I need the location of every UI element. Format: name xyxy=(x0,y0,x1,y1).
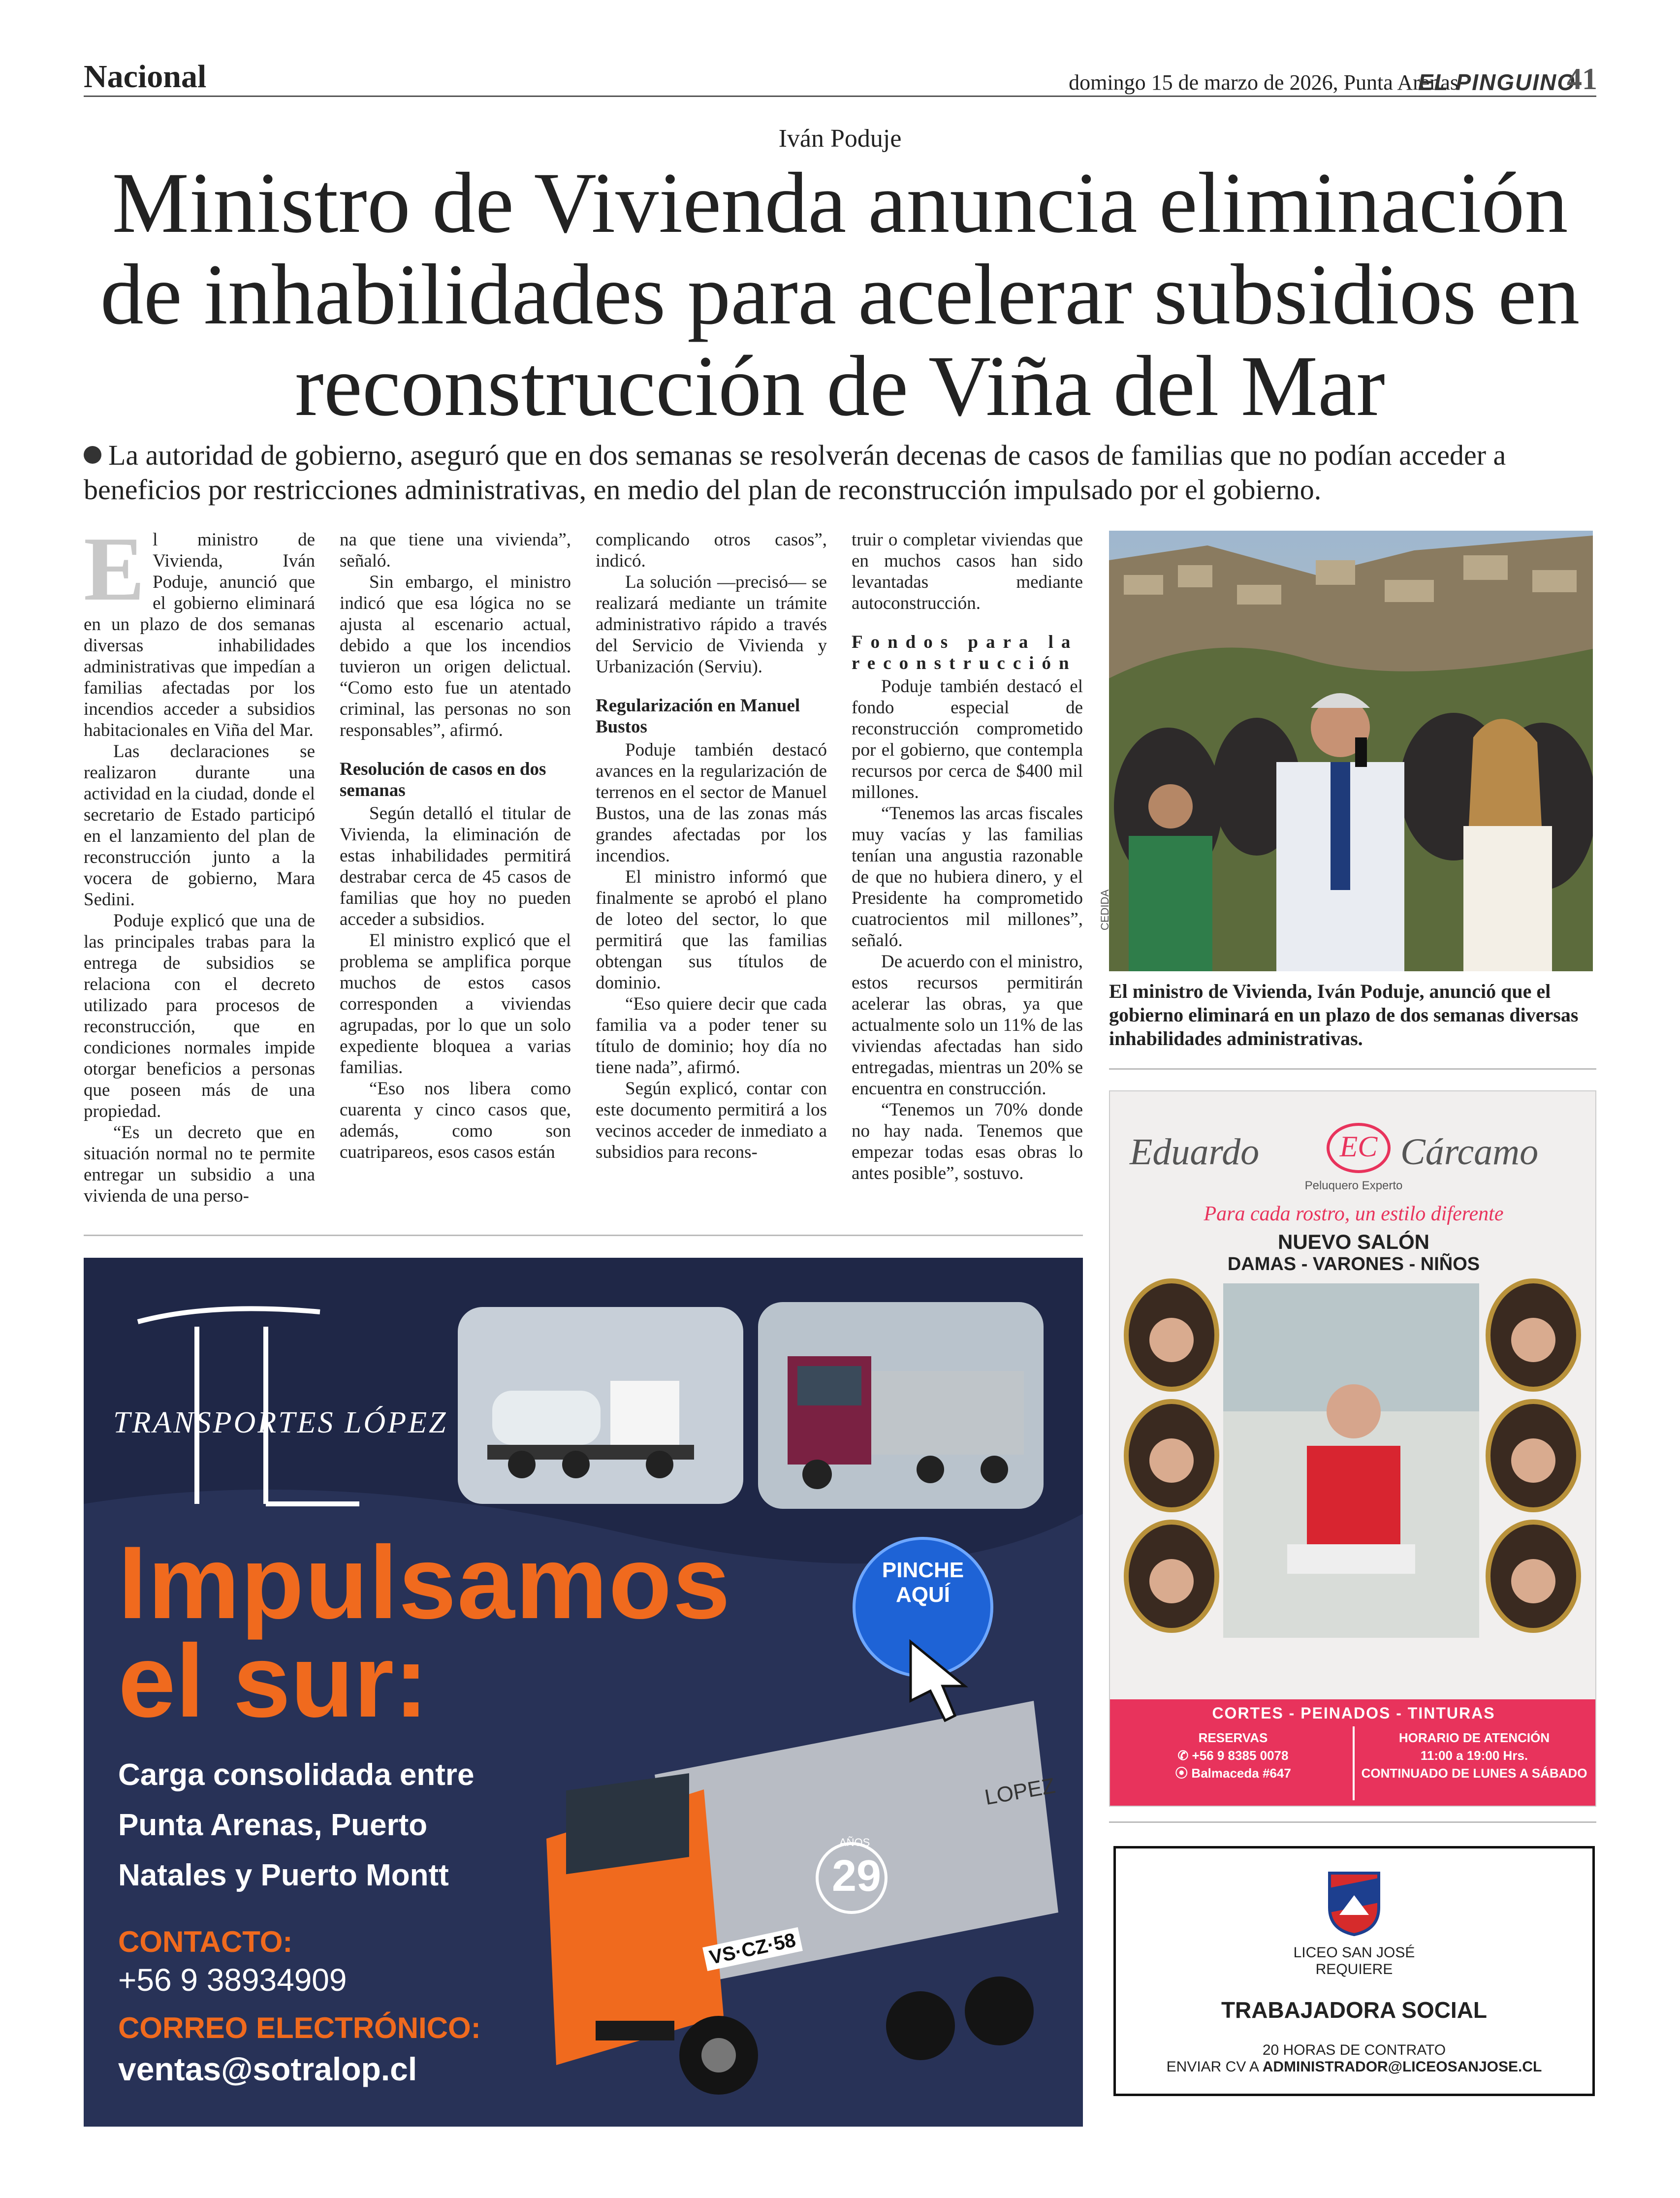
ad-body-line: Carga consolidada entre xyxy=(118,1758,475,1792)
ad-headline-1: Impulsamos xyxy=(118,1525,731,1640)
paragraph: Sin embargo, el ministro indicó que esa lógica no se ajusta al escenario actual, debido a que los incendios tuvieron un origen delictual. “Como esto fue un atentado criminal, las personas no son responsables”, afirmó. xyxy=(340,572,571,740)
salon-monogram: EC xyxy=(1339,1130,1378,1163)
salon-headline: NUEVO SALÓN xyxy=(1277,1230,1430,1253)
salon-title: Peluquero Experto xyxy=(1304,1179,1403,1192)
paragraph: Según detalló el titular de Vivienda, la eliminación de estas inhabilidades permitirá destrabar cerca de 45 casos de familias que hoy no pueden acceder a subsidios. xyxy=(340,803,571,929)
ad-body-line: Natales y Puerto Montt xyxy=(118,1858,449,1892)
paragraph: Poduje también destacó el fondo especial de reconstrucción comprometido por el gobierno, que contempla recursos por cerca de $400 mil millones. xyxy=(852,676,1083,802)
sidebar-divider xyxy=(1109,1068,1596,1070)
paragraph: “Es un decreto que en situación normal no te permite entregar un subsidio a una vivienda de una perso- xyxy=(84,1122,315,1206)
article-column-3 xyxy=(596,529,827,1163)
transport-advertisement[interactable] xyxy=(84,1258,1083,2127)
subheading: Regularización en Manuel Bustos xyxy=(596,696,800,737)
paragraph: La solución —precisó— se realizará mediante un trámite administrativo rápido a través del Servicio de Vivienda y Urbanización (Serviu). xyxy=(596,572,827,677)
article-deck xyxy=(84,438,1596,507)
paragraph: “Eso nos libera como cuarenta y cinco casos que, además, como son cuatripareos, esos casos están xyxy=(340,1079,571,1162)
paragraph: De acuerdo con el ministro, estos recursos permitirán acelerar las obras, ya que actualmente solo un 11% de las viviendas afectadas han sido entregadas, mientras un 20% se encuentra en construcción. xyxy=(852,952,1083,1099)
drop-cap: E xyxy=(84,518,145,620)
article-kicker: Iván Poduje xyxy=(778,125,902,153)
job-hours: 20 HORAS DE CONTRATO xyxy=(1262,2042,1446,2058)
header-rule xyxy=(84,96,1596,97)
address-text: Balmaceda #647 xyxy=(1191,1766,1291,1781)
photo-caption: El ministro de Vivienda, Iván Poduje, anunció que el gobierno eliminará en un plazo de dos semanas diversas inhabilidades administrativas. xyxy=(1109,980,1579,1050)
article-photo xyxy=(1109,531,1593,971)
article-column-4 xyxy=(852,529,1083,1184)
cta-button[interactable] xyxy=(869,1558,977,1607)
ad-headline-2: el sur: xyxy=(118,1623,429,1739)
salon-hours xyxy=(1359,1729,1590,1782)
anniversary-number: 29 xyxy=(832,1851,882,1901)
subheading: Resolución de casos en dos semanas xyxy=(340,759,546,800)
subheading: Fondos para la reconstrucción xyxy=(852,632,1078,673)
school-name: LICEO SAN JOSÉ xyxy=(1293,1944,1415,1961)
salon-reservations xyxy=(1125,1729,1341,1782)
article-column-2 xyxy=(340,529,571,1163)
ad-body-line: Punta Arenas, Puerto xyxy=(118,1808,428,1842)
newspaper-brand: EL PINGUINO xyxy=(1418,69,1576,95)
contact-email[interactable]: ventas@sotralop.cl xyxy=(118,2051,417,2087)
hours-label: HORARIO DE ATENCIÓN xyxy=(1398,1730,1550,1745)
salon-ad-graphics xyxy=(1110,1091,1596,1807)
whatsapp-icon: ✆ xyxy=(1177,1748,1192,1763)
school-crest-icon xyxy=(1325,1868,1384,1937)
requires-text: REQUIERE xyxy=(1315,1961,1393,1977)
paragraph: “Tenemos un 70% donde no hay nada. Tenemos que empezar todas esas obras lo antes posible”, sostuvo. xyxy=(852,1100,1083,1183)
paragraph: El ministro informó que finalmente se aprobó el plano de loteo del sector, lo que permitirá que las familias obtengan sus títulos de dominio. xyxy=(596,867,827,993)
apply-email[interactable]: ADMINISTRADOR@LICEOSANJOSE.CL xyxy=(1262,2059,1542,2075)
job-position: TRABAJADORA SOCIAL xyxy=(1221,1997,1488,2023)
paragraph: “Eso quiere decir que cada familia va a poder tener su título de dominio; hoy día no tiene nada”, afirmó. xyxy=(596,994,827,1078)
phone-text: +56 9 8385 0078 xyxy=(1192,1748,1289,1763)
section-divider xyxy=(84,1235,1083,1236)
ad-body xyxy=(118,1750,475,1901)
paragraph: na que tiene una vivienda”, señaló. xyxy=(340,530,571,571)
salon-advertisement[interactable] xyxy=(1109,1090,1596,1807)
paragraph: Poduje explicó que una de las principales trabas para la entrega de subsidios se relaciona con el decreto utilizado para procesos de reconstrucción, que en condiciones normales impide otorgar beneficios a personas que poseen más de una propiedad. xyxy=(84,911,315,1121)
paragraph: complicando otros casos”, indicó. xyxy=(596,530,827,571)
salon-audience: DAMAS - VARONES - NIÑOS xyxy=(1227,1254,1480,1274)
paragraph: Las declaraciones se realizaron durante una actividad en la ciudad, donde el secretario de Estado participó en el lanzamiento del plan de reconstrucción junto a la vocera de gobierno, Mara Sedini. xyxy=(84,741,315,910)
photo-credit: CEDIDA xyxy=(1099,889,1111,930)
cta-line: PINCHE xyxy=(882,1558,964,1582)
company-name: TRANSPORTES LÓPEZ xyxy=(113,1406,448,1439)
anniversary-label: AÑOS xyxy=(839,1836,870,1848)
paragraph: El ministro explicó que el problema se amplifica porque muchos de estos casos corresponden a viviendas agrupadas, por lo que un solo expediente bloquea a varias familias. xyxy=(340,930,571,1078)
cta-line: AQUÍ xyxy=(896,1583,950,1607)
paragraph: “Tenemos las arcas fiscales muy vacías y las familias tenían una angustia razonable de que no hubiera dinero, y el Presidente ha comprometido cuatrocientos mil millones”, señaló. xyxy=(852,803,1083,951)
paragraph: truir o completar viviendas que en muchos casos han sido levantadas mediante autoconstrucción. xyxy=(852,530,1083,613)
sidebar-divider xyxy=(1109,1821,1596,1823)
salon-slogan: Para cada rostro, un estilo diferente xyxy=(1204,1203,1504,1225)
paragraph: l ministro de Vivienda, Iván Poduje, anunció que el gobierno eliminará en un plazo de dos semanas diversas inhabilidades administrativas que impedían a familias afectadas por los incendios acceder a subsidios habitacionales en Viña del Mar. xyxy=(84,530,315,740)
page-number: 41 xyxy=(1567,63,1597,96)
section-name: Nacional xyxy=(84,59,207,95)
apply-prefix: ENVIAR CV A xyxy=(1166,2059,1263,2075)
hours-text: 11:00 a 19:00 Hrs. xyxy=(1420,1748,1528,1763)
truck-plate: VS·CZ·58 xyxy=(702,1927,803,1971)
location-pin-icon: ⦿ xyxy=(1175,1766,1192,1781)
article-headline: Ministro de Vivienda anuncia eliminación de inhabilidades para acelerar subsidios en reconstrucción de Viña del Mar xyxy=(100,155,1580,434)
salon-services: CORTES - PEINADOS - TINTURAS xyxy=(1212,1704,1495,1722)
apply-instructions xyxy=(1116,2059,1592,2075)
salon-name-last: Cárcamo xyxy=(1400,1131,1539,1173)
salon-phone[interactable] xyxy=(1125,1747,1341,1764)
paragraph: Según explicó, contar con este documento permitirá a los vecinos acceder de inmediato a subsidios para recons- xyxy=(596,1079,827,1162)
paragraph: Poduje también destacó avances en la regularización de terrenos en el sector de Manuel Bustos, una de las zonas más grandes afectadas por los incendios. xyxy=(596,740,827,866)
article-column-1 xyxy=(84,518,315,1207)
bullet-icon xyxy=(84,446,101,464)
salon-address xyxy=(1125,1764,1341,1782)
job-advertisement xyxy=(1113,1846,1595,2096)
deck-text: La autoridad de gobierno, aseguró que en dos semanas se resolverán decenas de casos de familias que no podían acceder a beneficios por restricciones administrativas, en medio del plan de reconstrucción impulsado por el gobierno. xyxy=(84,439,1506,506)
truck-brand: LOPEZ xyxy=(983,1773,1057,1810)
reservations-label: RESERVAS xyxy=(1198,1730,1268,1745)
contact-label: CONTACTO: xyxy=(118,1925,293,1958)
email-label: CORREO ELECTRÓNICO: xyxy=(118,2011,481,2044)
photo-illustration xyxy=(1109,531,1593,971)
days-text: CONTINUADO DE LUNES A SÁBADO xyxy=(1361,1766,1587,1781)
dateline: domingo 15 de marzo de 2026, Punta Arenas xyxy=(1069,70,1458,95)
salon-name-first: Eduardo xyxy=(1130,1131,1260,1173)
contact-phone[interactable]: +56 9 38934909 xyxy=(118,1962,347,1998)
